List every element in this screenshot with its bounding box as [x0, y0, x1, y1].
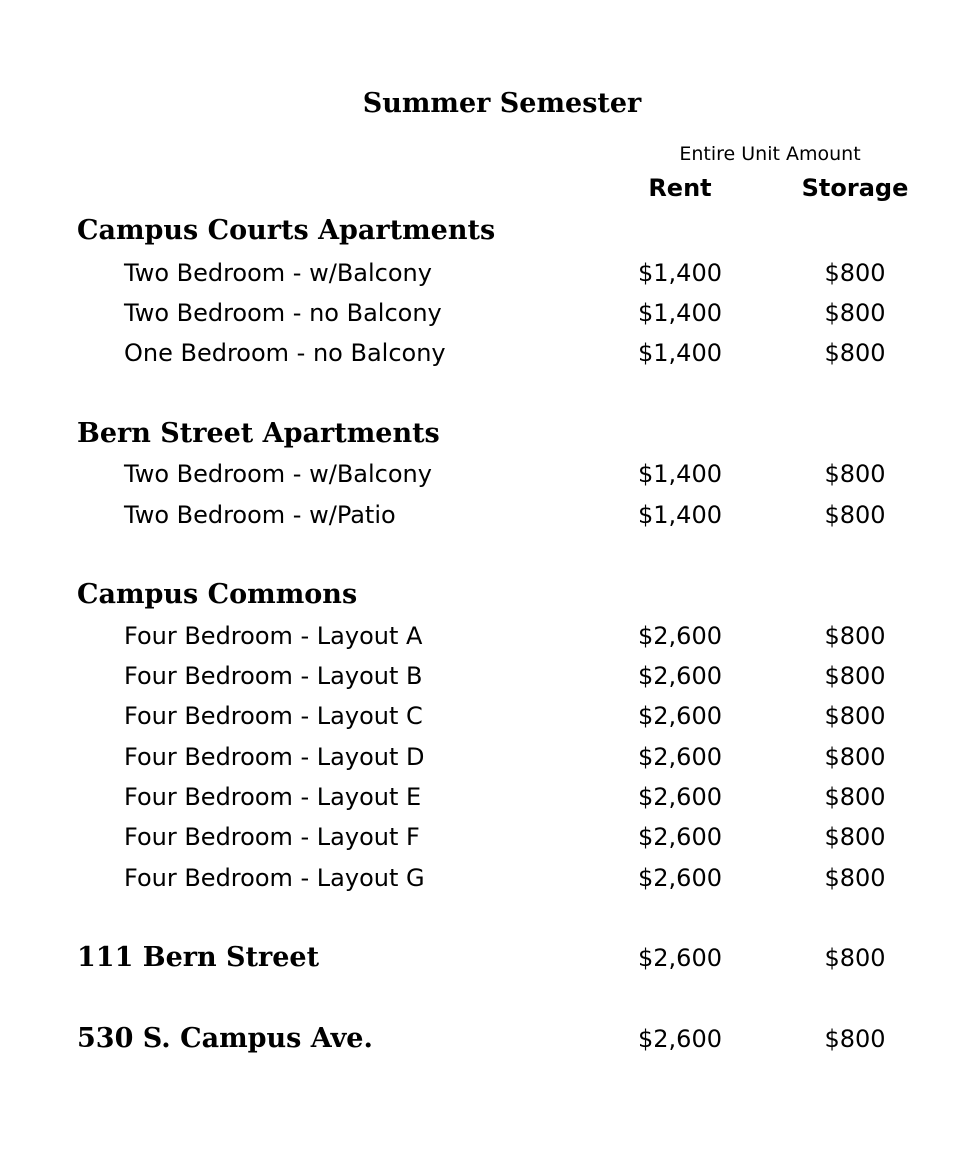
unit-type: Four Bedroom - Layout A [124, 622, 423, 650]
storage-amount: $800 [824, 299, 886, 327]
storage-amount: $800 [824, 783, 886, 811]
unit-row [0, 499, 980, 533]
section-heading-row [0, 418, 980, 452]
section-heading-row [0, 1023, 980, 1057]
rent-amount: $1,400 [638, 501, 722, 529]
unit-row [0, 620, 980, 654]
section-heading-row [0, 579, 980, 613]
rent-amount: $2,600 [638, 944, 722, 972]
storage-amount: $800 [824, 501, 886, 529]
rent-amount: $2,600 [638, 702, 722, 730]
unit-row [0, 862, 980, 896]
storage-amount: $800 [824, 864, 886, 892]
unit-type: Four Bedroom - Layout D [124, 743, 425, 771]
storage-amount: $800 [824, 944, 886, 972]
rent-amount: $2,600 [638, 662, 722, 690]
unit-type: Four Bedroom - Layout B [124, 662, 423, 690]
storage-amount: $800 [824, 339, 886, 367]
unit-row [0, 257, 980, 291]
rent-amount: $1,400 [638, 299, 722, 327]
storage-amount: $800 [824, 823, 886, 851]
rent-amount: $2,600 [638, 1025, 722, 1053]
storage-column-header: Storage [801, 174, 909, 202]
property-name: Campus Courts Apartments [77, 215, 496, 246]
rent-amount: $1,400 [638, 339, 722, 367]
rent-amount: $2,600 [638, 783, 722, 811]
page-title: Summer Semester [362, 88, 642, 119]
unit-type: Four Bedroom - Layout F [124, 823, 420, 851]
storage-amount: $800 [824, 662, 886, 690]
unit-type: One Bedroom - no Balcony [124, 339, 446, 367]
rent-amount: $1,400 [638, 259, 722, 287]
unit-row [0, 297, 980, 331]
entire-unit-amount-heading: Entire Unit Amount [679, 143, 861, 165]
section-heading-row [0, 215, 980, 249]
property-name: Campus Commons [77, 579, 358, 610]
rent-amount: $2,600 [638, 622, 722, 650]
rent-amount: $2,600 [638, 864, 722, 892]
storage-amount: $800 [824, 1025, 886, 1053]
unit-row [0, 700, 980, 734]
property-name: 111 Bern Street [77, 942, 320, 973]
storage-amount: $800 [824, 743, 886, 771]
section-heading-row [0, 942, 980, 976]
storage-amount: $800 [824, 460, 886, 488]
storage-amount: $800 [824, 702, 886, 730]
rent-amount: $2,600 [638, 823, 722, 851]
unit-row [0, 741, 980, 775]
unit-type: Two Bedroom - w/Balcony [124, 460, 432, 488]
unit-row [0, 660, 980, 694]
unit-type: Two Bedroom - no Balcony [124, 299, 442, 327]
rent-column-header: Rent [648, 174, 712, 202]
unit-row [0, 337, 980, 371]
property-name: Bern Street Apartments [77, 418, 440, 449]
storage-amount: $800 [824, 259, 886, 287]
unit-row [0, 781, 980, 815]
unit-row [0, 458, 980, 492]
unit-type: Two Bedroom - w/Balcony [124, 259, 432, 287]
unit-type: Two Bedroom - w/Patio [124, 501, 396, 529]
rent-amount: $2,600 [638, 743, 722, 771]
storage-amount: $800 [824, 622, 886, 650]
property-name: 530 S. Campus Ave. [77, 1023, 373, 1054]
unit-type: Four Bedroom - Layout C [124, 702, 423, 730]
rent-amount: $1,400 [638, 460, 722, 488]
unit-type: Four Bedroom - Layout E [124, 783, 422, 811]
unit-row [0, 821, 980, 855]
unit-type: Four Bedroom - Layout G [124, 864, 425, 892]
